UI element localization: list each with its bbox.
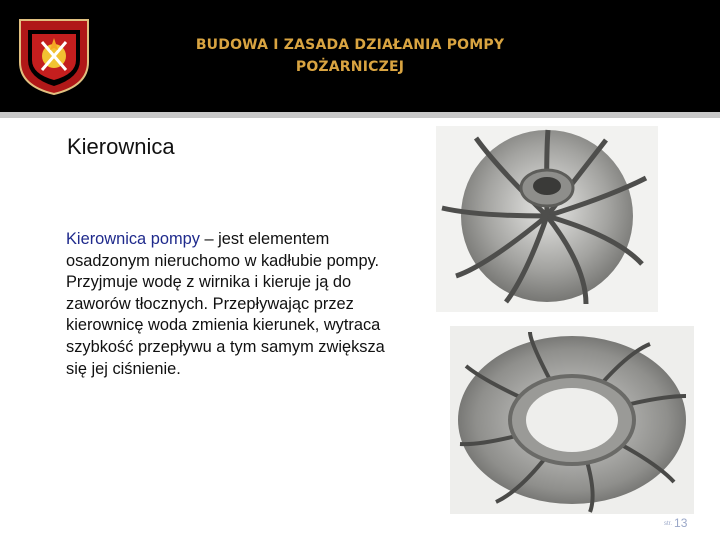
slide-title-line-2: POŻARNICZEJ — [295, 59, 405, 75]
body-text: – jest elementem osadzonym nieruchomo w kadłubie pompy. Przyjmuje wodę z wirnika i kieruje ją do zaworów tłocznych. Przepływając przez kierownicę woda zmienia kierunek, wytraca szybkość przepływu a tym samym zwiększa się jej ciśnienie. — [66, 230, 385, 378]
fire-brigade-logo — [16, 16, 92, 96]
slide-header — [0, 0, 720, 112]
page-number-value: 13 — [674, 516, 688, 530]
body-term: Kierownica pompy — [66, 230, 200, 248]
page-number — [664, 516, 687, 530]
section-heading: Kierownica — [67, 134, 175, 159]
slide-title — [130, 34, 570, 78]
body-paragraph — [66, 229, 386, 380]
diffuser-photo-bottom — [450, 326, 694, 514]
page-number-prefix: str. — [664, 520, 673, 527]
slide-title-line-1: BUDOWA I ZASADA DZIAŁANIA POMPY — [195, 37, 505, 53]
diffuser-photo-top — [436, 126, 658, 312]
header-divider — [0, 112, 720, 118]
